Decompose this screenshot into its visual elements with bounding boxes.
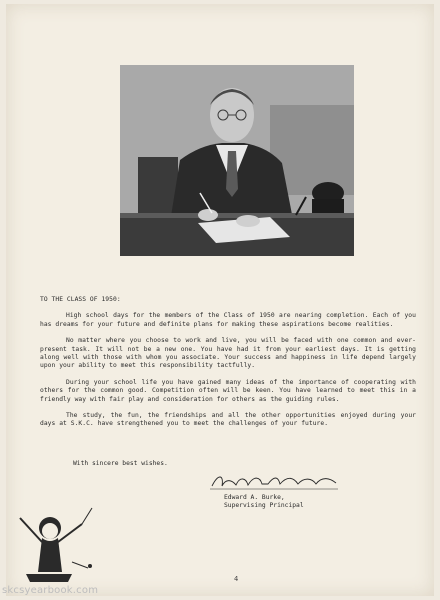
- letter-paragraph: During your school life you have gained many ideas of the importance of cooperating with others for the common good. Competition often will be keen. You have learned to meet this in a friendly way with fair play and consideration for others as the guiding rules.: [40, 378, 416, 403]
- principal-photo: [120, 65, 354, 256]
- conductor-cartoon-icon: [12, 502, 98, 588]
- principal-letter: [40, 296, 416, 437]
- letter-paragraph: No matter where you choose to work and live, you will be faced with one common and ever-present task. It will not be a new one. You have had it from your earliest days. It is getting along well with those with whom you associate. Your success and happiness in life depend largely upon your ability to meet this responsibility tactfully.: [40, 337, 416, 370]
- signatory-title: Supervising Principal: [224, 502, 304, 509]
- page-number: 4: [234, 575, 239, 583]
- signatory-name: Edward A. Burke,: [224, 494, 285, 501]
- principal-photo-image: [120, 65, 354, 256]
- yearbook-page: [6, 4, 434, 596]
- letter-closing: With sincere best wishes.: [73, 460, 168, 467]
- handwritten-signature: [208, 472, 348, 492]
- letter-salutation: TO THE CLASS OF 1950:: [40, 296, 121, 303]
- letter-paragraph: The study, the fun, the friendships and all the other opportunities enjoyed during your days at S.K.C. have strengthened you to meet the challenges of your future.: [40, 412, 416, 428]
- letter-paragraph: High school days for the members of the Class of 1950 are nearing completion. Each of you has dreams for your future and definite plans for making these aspirations become realities.: [40, 312, 416, 328]
- site-watermark: skcsyearbook.com: [2, 585, 99, 596]
